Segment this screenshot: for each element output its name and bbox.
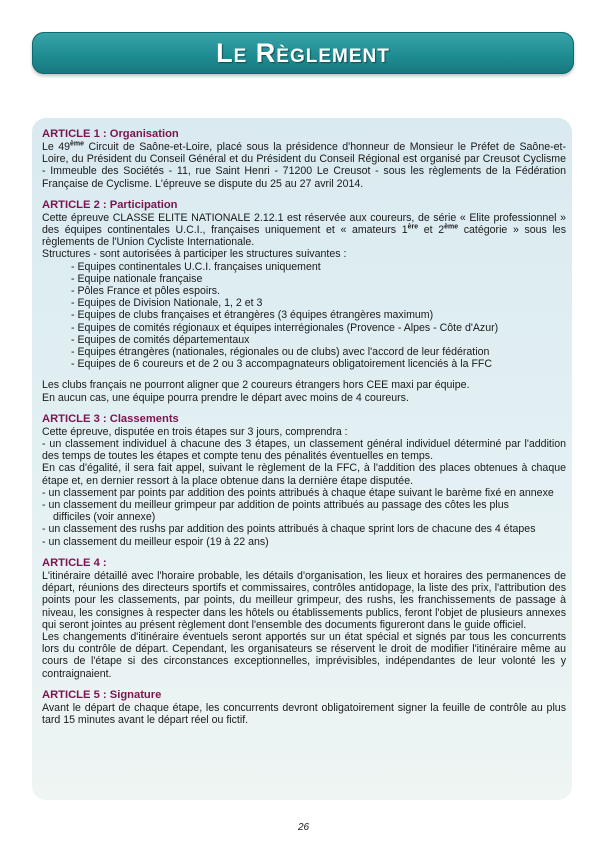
list-item: - Equipes étrangères (nationales, régionales ou de clubs) avec l'accord de leur fédération [71, 346, 490, 359]
list-item: - Equipes de clubs françaises et étrangères (3 équipes étrangères maximum) [71, 309, 434, 322]
article-1-title: ARTICLE 1 : Organisation [42, 128, 179, 140]
foreign-riders-note: Les clubs français ne pourront aligner que 2 coureurs étrangers hors CEE maxi par équipe. [42, 379, 470, 392]
article-2-intro [42, 212, 566, 249]
page-number: 26 [297, 822, 310, 833]
classement-item: - un classement par points par addition des points attribués à chaque étape suivant le barème fixé en annexe [42, 486, 554, 499]
list-item: - Equipes de comités départementaux [71, 333, 250, 346]
article-2-title: ARTICLE 2 : Participation [42, 198, 178, 211]
article-2-sup-2: ème [444, 223, 459, 231]
structures-list [42, 261, 566, 371]
classement-item: - un classement du meilleur espoir (19 à 22 ans) [42, 535, 269, 548]
list-item: - Equipes de 6 coureurs et de 2 ou 3 accompagnateurs obligatoirement licenciés à la FFC [71, 358, 493, 371]
article-4-title: ARTICLE 4 : [42, 556, 107, 569]
list-item: - Equipes de comités régionaux et équipes interrégionales (Provence - Alpes - Côte d'Azur) [71, 321, 499, 334]
structures-intro: Structures - sont autorisées à participer les structures suivantes : [42, 248, 347, 261]
article-2-text-a: Cette épreuve CLASSE ELITE NATIONALE 2.12.1 est réservée aux coureurs, de série « Elite professionnel » des équipes continentales U.C.I., françaises uniquement et « amateurs 1 [42, 211, 566, 237]
tie-rule: En cas d'égalité, il sera fait appel, suivant le règlement de la FFC, à l'addition des places obtenues à chaque étape et, en dernier ressort à la place obtenue dans la dernière étape disputée. [42, 462, 566, 487]
article-3-title: ARTICLE 3 : Classements [42, 412, 179, 425]
article-4-body-2: Les changements d'itinéraire éventuels seront apportés sur un état spécial et signés par tous les concurrents lors du contrôle de départ. Cependant, les organisateurs se réservent le droit de modifier l'itinéraire même au cours de l'étape si des circonstances exceptionnelles, imprévisibles, indépendantes de leur volonté les y contraignaient. [42, 630, 566, 680]
classement-item: - un classement individuel à chacune des 3 étapes, un classement général individuel déterminé par l'addition des temps de toutes les étapes et compte tenu des pénalités éventuelles en temps. [42, 438, 566, 463]
list-item: - Equipe nationale française [71, 272, 203, 285]
title-banner [32, 32, 574, 74]
article-1-text-a: Le 49 [42, 141, 71, 153]
article-1-text-b: Circuit de Saône-et-Loire, placé sous la présidence d'honneur de Monsieur le Préfet de Saône-et-Loire, du Président du Conseil Général et du Président du Conseil Régional est organisé par Creusot Cyclisme - Immeuble des Sociétés - 11, rue Saint Henri - 71200 Le Creusot - sous les règlements de la Fédération Française de Cyclisme. L'épreuve se dispute du 25 au 27 avril 2014. [42, 141, 566, 190]
article-2-text-b: et 2 [418, 224, 445, 237]
list-item: - Equipes continentales U.C.I. françaises uniquement [71, 260, 321, 273]
article-1-sup: ème [70, 140, 85, 148]
article-4-body-1: L'itinéraire détaillé avec l'horaire probable, les détails d'organisation, les lieux et horaires des permanences de départ, réunions des directeurs sportifs et commissaires, contrôles antidopage, la liste des prix, l'attribution des points pour les classements, par points, du meilleur grimpeur, des rushs, les franchissements de passage à niveau, les consignes à respecter dans les hôtels ou établissements publics, feront l'objet de plusieurs annexes qui seront jointes au présent règlement dont l'ensemble des documents figureront dans le guide officiel. [42, 569, 566, 631]
classement-item-continued: difficiles (voir annexe) [53, 511, 156, 524]
classement-item: - un classement des rushs par addition des points attribués à chaque sprint lors de chacune des 4 étapes [42, 523, 536, 536]
list-item: - Pôles France et pôles espoirs. [71, 285, 220, 298]
page-title: Le Règlement [216, 38, 390, 68]
article-1-body [42, 141, 566, 190]
classement-item: - un classement du meilleur grimpeur par addition de points attribués au passage des côtes les plus [42, 499, 509, 512]
article-5-body: Avant le départ de chaque étape, les concurrents devront obligatoirement signer la feuille de contrôle au plus tard 15 minutes avant le départ réel ou fictif. [42, 701, 566, 726]
article-2-sup-1: ère [407, 223, 419, 231]
minimum-riders-note: En aucun cas, une équipe pourra prendre le départ avec moins de 4 coureurs. [42, 391, 409, 404]
article-2-text-c: catégorie » sous les règlements de l'Union Cycliste Internationale. [42, 224, 566, 249]
list-item: - Equipes de Division Nationale, 1, 2 et 3 [71, 297, 263, 310]
article-3-intro: Cette épreuve, disputée en trois étapes sur 3 jours, comprendra : [42, 425, 348, 438]
article-5-title: ARTICLE 5 : Signature [42, 688, 162, 701]
rules-content [42, 128, 566, 726]
